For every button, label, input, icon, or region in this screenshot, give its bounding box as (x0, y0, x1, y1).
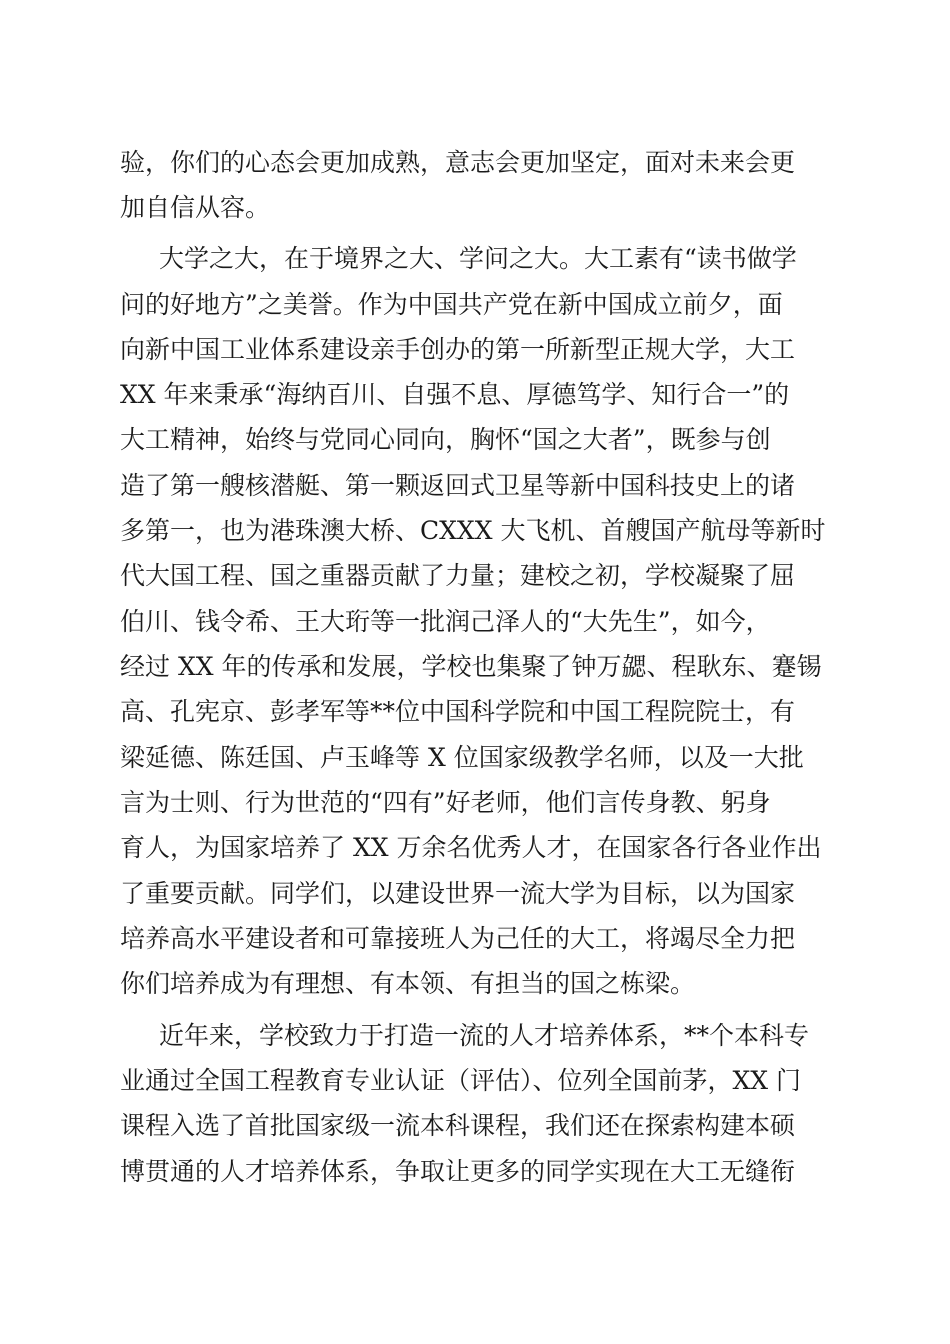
text-line: 多第一，也为港珠澳大桥、CXXX 大飞机、首艘国产航母等新时 (120, 516, 826, 545)
text-line: 课程入选了首批国家级一流本科课程，我们还在探索构建本硕 (120, 1111, 796, 1140)
text-line: XX 年来秉承“海纳百川、自强不息、厚德笃学、知行合一”的 (120, 380, 790, 409)
text-line: 你们培养成为有理想、有本领、有担当的国之栋梁。 (120, 969, 696, 998)
text-line: 言为士则、行为世范的“四有”好老师，他们言传身教、躬身 (120, 788, 771, 817)
text-line: 梁延德、陈廷国、卢玉峰等 X 位国家级教学名师，以及一大批 (120, 743, 804, 772)
text-line: 向新中国工业体系建设亲手创办的第一所新型正规大学，大工 (120, 335, 796, 364)
text-line: 博贯通的人才培养体系，争取让更多的同学实现在大工无缝衔 (120, 1157, 796, 1186)
text-line: 业通过全国工程教育专业认证（评估）、位列全国前茅，XX 门 (120, 1066, 802, 1095)
text-line: 经过 XX 年的传承和发展，学校也集聚了钟万勰、程耿东、蹇锡 (120, 652, 822, 681)
text-line: 造了第一艘核潜艇、第一颗返回式卫星等新中国科技史上的诸 (120, 471, 796, 500)
text-line: 伯川、钱令希、王大珩等一批润己泽人的“大先生”，如今， (120, 607, 771, 636)
text-line: 加自信从容。 (120, 193, 271, 222)
text-line: 大工精神，始终与党同心同向，胸怀“国之大者”，既参与创 (120, 425, 771, 454)
text-line: 代大国工程、国之重器贡献了力量；建校之初，学校凝聚了屈 (120, 561, 796, 590)
text-line: 高、孔宪京、彭孝军等**位中国科学院和中国工程院院士，有 (120, 697, 796, 726)
text-line: 培养高水平建设者和可靠接班人为己任的大工，将竭尽全力把 (120, 924, 796, 953)
text-line: 验，你们的心态会更加成熟，意志会更加坚定，面对未来会更 (120, 148, 796, 177)
text-line: 问的好地方”之美誉。作为中国共产党在新中国成立前夕，面 (120, 290, 783, 319)
text-line: 育人，为国家培养了 XX 万余名优秀人才，在国家各行各业作出 (120, 833, 822, 862)
paragraph-start-line: 大学之大，在于境界之大、学问之大。大工素有“读书做学 (159, 244, 797, 273)
text-line: 了重要贡献。同学们，以建设世界一流大学为目标，以为国家 (120, 879, 796, 908)
paragraph-start-line: 近年来，学校致力于打造一流的人才培养体系，**个本科专 (159, 1021, 810, 1050)
